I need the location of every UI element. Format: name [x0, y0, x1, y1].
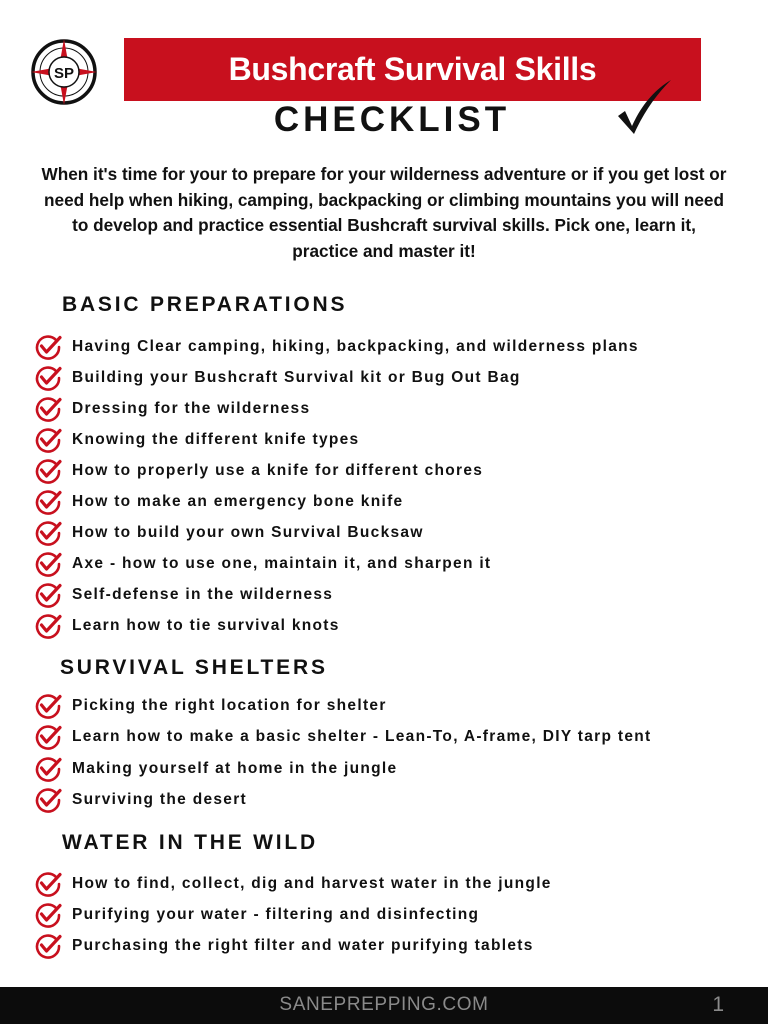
checklist-item [34, 754, 397, 784]
checklist-item-label: Dressing for the wilderness [72, 400, 311, 417]
checklist-item-label: Knowing the different knife types [72, 431, 360, 448]
section-heading-survival-shelters: SURVIVAL SHELTERS [60, 656, 328, 679]
compass-logo-icon [30, 38, 98, 106]
circle-check-icon [34, 458, 62, 484]
section-heading-basic-preparations: BASIC PREPARATIONS [62, 293, 348, 316]
checklist-item-label: Having Clear camping, hiking, backpacking, and wilderness plans [72, 338, 639, 355]
circle-check-icon [34, 871, 62, 897]
page-title: Bushcraft Survival Skills [228, 51, 597, 87]
circle-check-icon [34, 933, 62, 959]
circle-check-icon [34, 724, 62, 750]
checklist-item [34, 549, 491, 579]
checklist-item-label: Axe - how to use one, maintain it, and sharpen it [72, 555, 492, 572]
footer-site-link[interactable]: SANEPREPPING.COM [279, 994, 489, 1015]
logo-lettering: SP [53, 65, 75, 82]
checklist-item [34, 931, 534, 961]
page-number: 1 [712, 993, 724, 1016]
checklist-item [34, 869, 552, 899]
checklist-item-label: Learn how to tie survival knots [72, 617, 340, 634]
checklist-item-label: Making yourself at home in the jungle [72, 760, 398, 777]
checklist-item-label: Surviving the desert [72, 791, 248, 808]
checklist-item [34, 394, 310, 424]
checklist-item-label: Purifying your water - filtering and disinfecting [72, 906, 480, 923]
circle-check-icon [34, 520, 62, 546]
circle-check-icon [34, 902, 62, 928]
checklist-item [34, 691, 387, 721]
checklist-item [34, 611, 340, 641]
circle-check-icon [34, 365, 62, 391]
circle-check-icon [34, 334, 62, 360]
footer-bar [0, 987, 768, 1024]
circle-check-icon [34, 551, 62, 577]
intro-paragraph: When it's time for your to prepare for your wilderness adventure or if you get lost or need help when hiking, camping, backpacking or climbing mountains you will need to develop and practice essential Bushcraft survival skills. Pick one, learn it, practice and master it! [41, 164, 727, 262]
checklist-item-label: How to build your own Survival Bucksaw [72, 524, 424, 541]
checklist-item [34, 487, 403, 517]
checklist-item-label: Picking the right location for shelter [72, 697, 387, 714]
circle-check-icon [34, 613, 62, 639]
checklist-item-label: Building your Bushcraft Survival kit or Bug Out Bag [72, 369, 521, 386]
checklist-item [34, 785, 247, 815]
checklist-item [34, 332, 639, 362]
section-heading-water-in-the-wild: WATER IN THE WILD [62, 831, 319, 854]
page-subtitle: CHECKLIST [273, 100, 511, 139]
checklist-item [34, 580, 333, 610]
checklist-item [34, 425, 359, 455]
circle-check-icon [34, 693, 62, 719]
circle-check-icon [34, 756, 62, 782]
checklist-item-label: How to find, collect, dig and harvest water in the jungle [72, 875, 552, 892]
checklist-item [34, 363, 521, 393]
checklist-item-label: Purchasing the right filter and water purifying tablets [72, 937, 534, 954]
checklist-item [34, 722, 651, 752]
checklist-item [34, 456, 483, 486]
checklist-item-label: How to properly use a knife for different chores [72, 462, 484, 479]
checklist-item-label: Self-defense in the wilderness [72, 586, 334, 603]
circle-check-icon [34, 582, 62, 608]
checkmark-icon [614, 78, 674, 138]
circle-check-icon [34, 396, 62, 422]
circle-check-icon [34, 427, 62, 453]
circle-check-icon [34, 489, 62, 515]
checklist-item-label: How to make an emergency bone knife [72, 493, 404, 510]
circle-check-icon [34, 787, 62, 813]
checklist-item [34, 900, 479, 930]
checklist-item-label: Learn how to make a basic shelter - Lean-To, A-frame, DIY tarp tent [72, 728, 652, 745]
checklist-item [34, 518, 424, 548]
